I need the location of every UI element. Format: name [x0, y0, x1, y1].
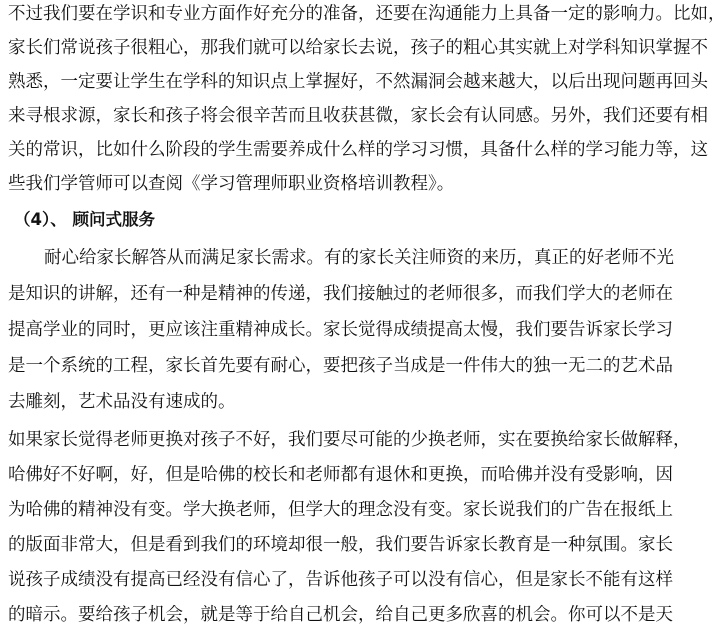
paragraph-3-line-5: 说孩子成绩没有提高已经没有信心了，告诉他孩子可以没有信心，但是家长不能有这样: [8, 570, 673, 590]
paragraph-2-line-5: 去雕刻，艺术品没有速成的。: [8, 392, 236, 412]
paragraph-3-line-4: 的版面非常大，但是看到我们的环境却很一般，我们要告诉家长教育是一种氛围。家长: [8, 535, 673, 555]
section-heading: （4）、 顾问式服务: [14, 210, 155, 229]
paragraph-3-line-1: 如果家长觉得老师更换对孩子不好，我们要尽可能的少换老师，实在要换给家长做解释，: [8, 430, 691, 450]
paragraph-1-line-6: 些我们学管师可以查阅《学习管理师职业资格培训教程》。: [8, 174, 455, 194]
paragraph-2-line-4: 是一个系统的工程，家长首先要有耐心，要把孩子当成是一件伟大的独一无二的艺术品: [8, 356, 673, 376]
paragraph-3-line-6: 的暗示。要给孩子机会，就是等于给自己机会，给自己更多欣喜的机会。你可以不是天: [8, 605, 673, 625]
paragraph-3-line-2: 哈佛好不好啊，好，但是哈佛的校长和老师都有退休和更换，而哈佛并没有受影响，因: [8, 465, 673, 485]
paragraph-1-line-4: 来寻根求源，家长和孩子将会很辛苦而且收获甚微，家长会有认同感。另外，我们还要有相: [8, 106, 708, 126]
paragraph-2-line-2: 是知识的讲解，还有一种是精神的传递，我们接触过的老师很多，而我们学大的老师在: [8, 284, 673, 304]
paragraph-1-line-1: 不过我们要在学识和专业方面作好充分的准备，还要在沟通能力上具备一定的影响力。比如，: [8, 4, 726, 24]
paragraph-1-line-5: 关的常识，比如什么阶段的学生需要养成什么样的学习习惯，具备什么样的学习能力等，这: [8, 140, 708, 160]
paragraph-2-line-3: 提高学业的同时，更应该注重精神成长。家长觉得成绩提高太慢，我们要告诉家长学习: [8, 320, 673, 340]
paragraph-3-line-3: 为哈佛的精神没有变。学大换老师，但学大的理念没有变。家长说我们的广告在报纸上: [8, 500, 673, 520]
paragraph-1-line-2: 家长们常说孩子很粗心，那我们就可以给家长去说，孩子的粗心其实就上对学科知识掌握不: [8, 38, 708, 58]
paragraph-2-line-1: 耐心给家长解答从而满足家长需求。有的家长关注师资的来历，真正的好老师不光: [44, 248, 674, 268]
paragraph-1-line-3: 熟悉，一定要让学生在学科的知识点上掌握好，不然漏洞会越来越大，以后出现问题再回头: [8, 72, 708, 92]
